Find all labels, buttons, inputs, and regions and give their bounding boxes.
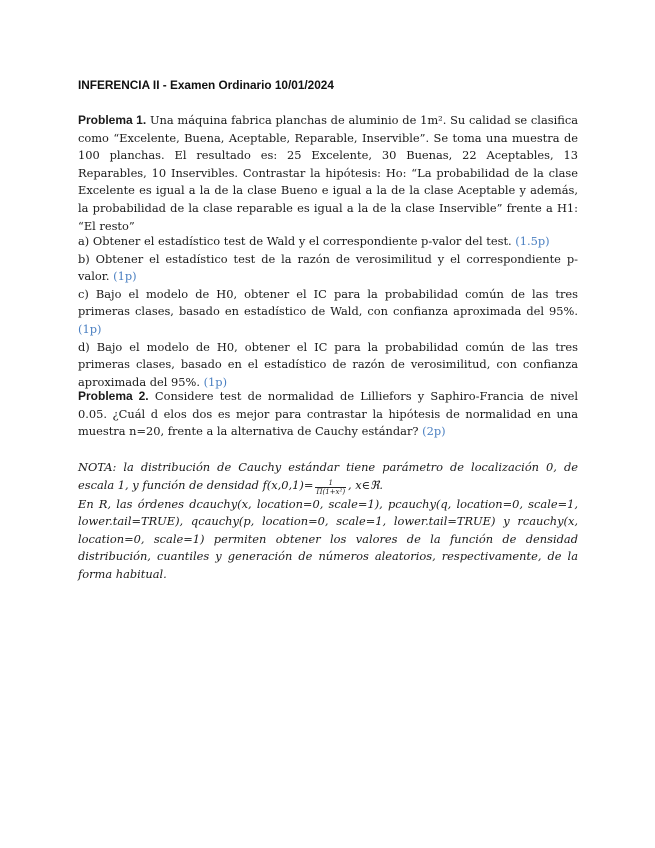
problem-2-points: (2p) <box>422 424 446 439</box>
fraction-numerator: 1 <box>315 479 346 488</box>
problem-2-heading: Problema 2. <box>78 389 149 403</box>
note <box>78 459 578 584</box>
problem-1-text: Una máquina fabrica planchas de aluminio de 1m². Su calidad se clasifica como “Excelente, Buena, Aceptable, Reparable, Inservible”. Se toma una muestra de 100 planchas. El resultado es: 25 Excelente, 30 Buenas, 22 Aceptables, 13 Reparables, 10 Inservibles. Contrastar la hipótesis: Ho: “La probabilidad de la clase Excelente es igual a la de la clase Bueno e igual a la de la clase Aceptable y además, la probabilidad de la clase reparable es igual a la de la clase Inservible” frente a H1: “El resto” <box>78 113 578 233</box>
question-b <box>78 251 578 286</box>
problem-2-text: Considere test de normalidad de Lilliefors y Saphiro-Francia de nivel 0.05. ¿Cuál d elos dos es mejor para contrastar la hipótesis de normalidad en una muestra n=20, frente a la alternativa de Cauchy estándar? <box>78 389 579 439</box>
question-a-points: (1.5p) <box>515 234 550 248</box>
question-c <box>78 286 578 339</box>
question-c-text: c) Bajo el modelo de H0, obtener el IC para la probabilidad común de las tres primeras clases, basado en estadístico de Wald, con confianza aproximada del 95%. <box>78 286 578 319</box>
exam-title: INFERENCIA II - Examen Ordinario 10/01/2024 <box>78 78 334 92</box>
problem-1 <box>78 112 578 235</box>
problem-2 <box>78 388 578 441</box>
question-d-points: (1p) <box>203 374 228 389</box>
density-fraction <box>315 479 346 496</box>
note-line-1 <box>78 459 578 496</box>
question-d <box>78 339 578 392</box>
question-b-points: (1p) <box>113 269 137 284</box>
fraction-denominator: Π(1+x²) <box>316 487 346 496</box>
question-a <box>78 233 578 251</box>
problem-1-questions <box>78 233 578 391</box>
note-density-text: NOTA: la distribución de Cauchy estándar tiene parámetro de localización 0, de escala 1, y función de densidad f(x,0,1)= <box>78 460 578 492</box>
problem-1-heading: Problema 1. <box>78 113 147 127</box>
question-a-text: a) Obtener el estadístico test de Wald y el correspondiente p-valor del test. <box>78 234 516 248</box>
note-line-2: En R, las órdenes dcauchy(x, location=0, scale=1), pcauchy(q, location=0, scale=1, lower.tail=TRUE), qcauchy(p, location=0, scale=1, lower.tail=TRUE) y rcauchy(x, location=0, scale=1) permiten obtener los valores de la función de densidad distribución, cuantiles y generación de números aleatorios, respectivamente, de la forma habitual. <box>78 496 578 581</box>
note-domain-text: , x∈ℜ. <box>348 477 384 492</box>
question-d-text: d) Bajo el modelo de H0, obtener el IC para la probabilidad común de las tres primeras clases, basado en el estadístico de razón de verosimilitud, con confianza aproximada del 95%. <box>78 339 578 389</box>
question-b-text: b) Obtener el estadístico test de la razón de verosimilitud y el correspondiente p-valor. <box>78 251 578 284</box>
question-c-points: (1p) <box>78 321 102 336</box>
